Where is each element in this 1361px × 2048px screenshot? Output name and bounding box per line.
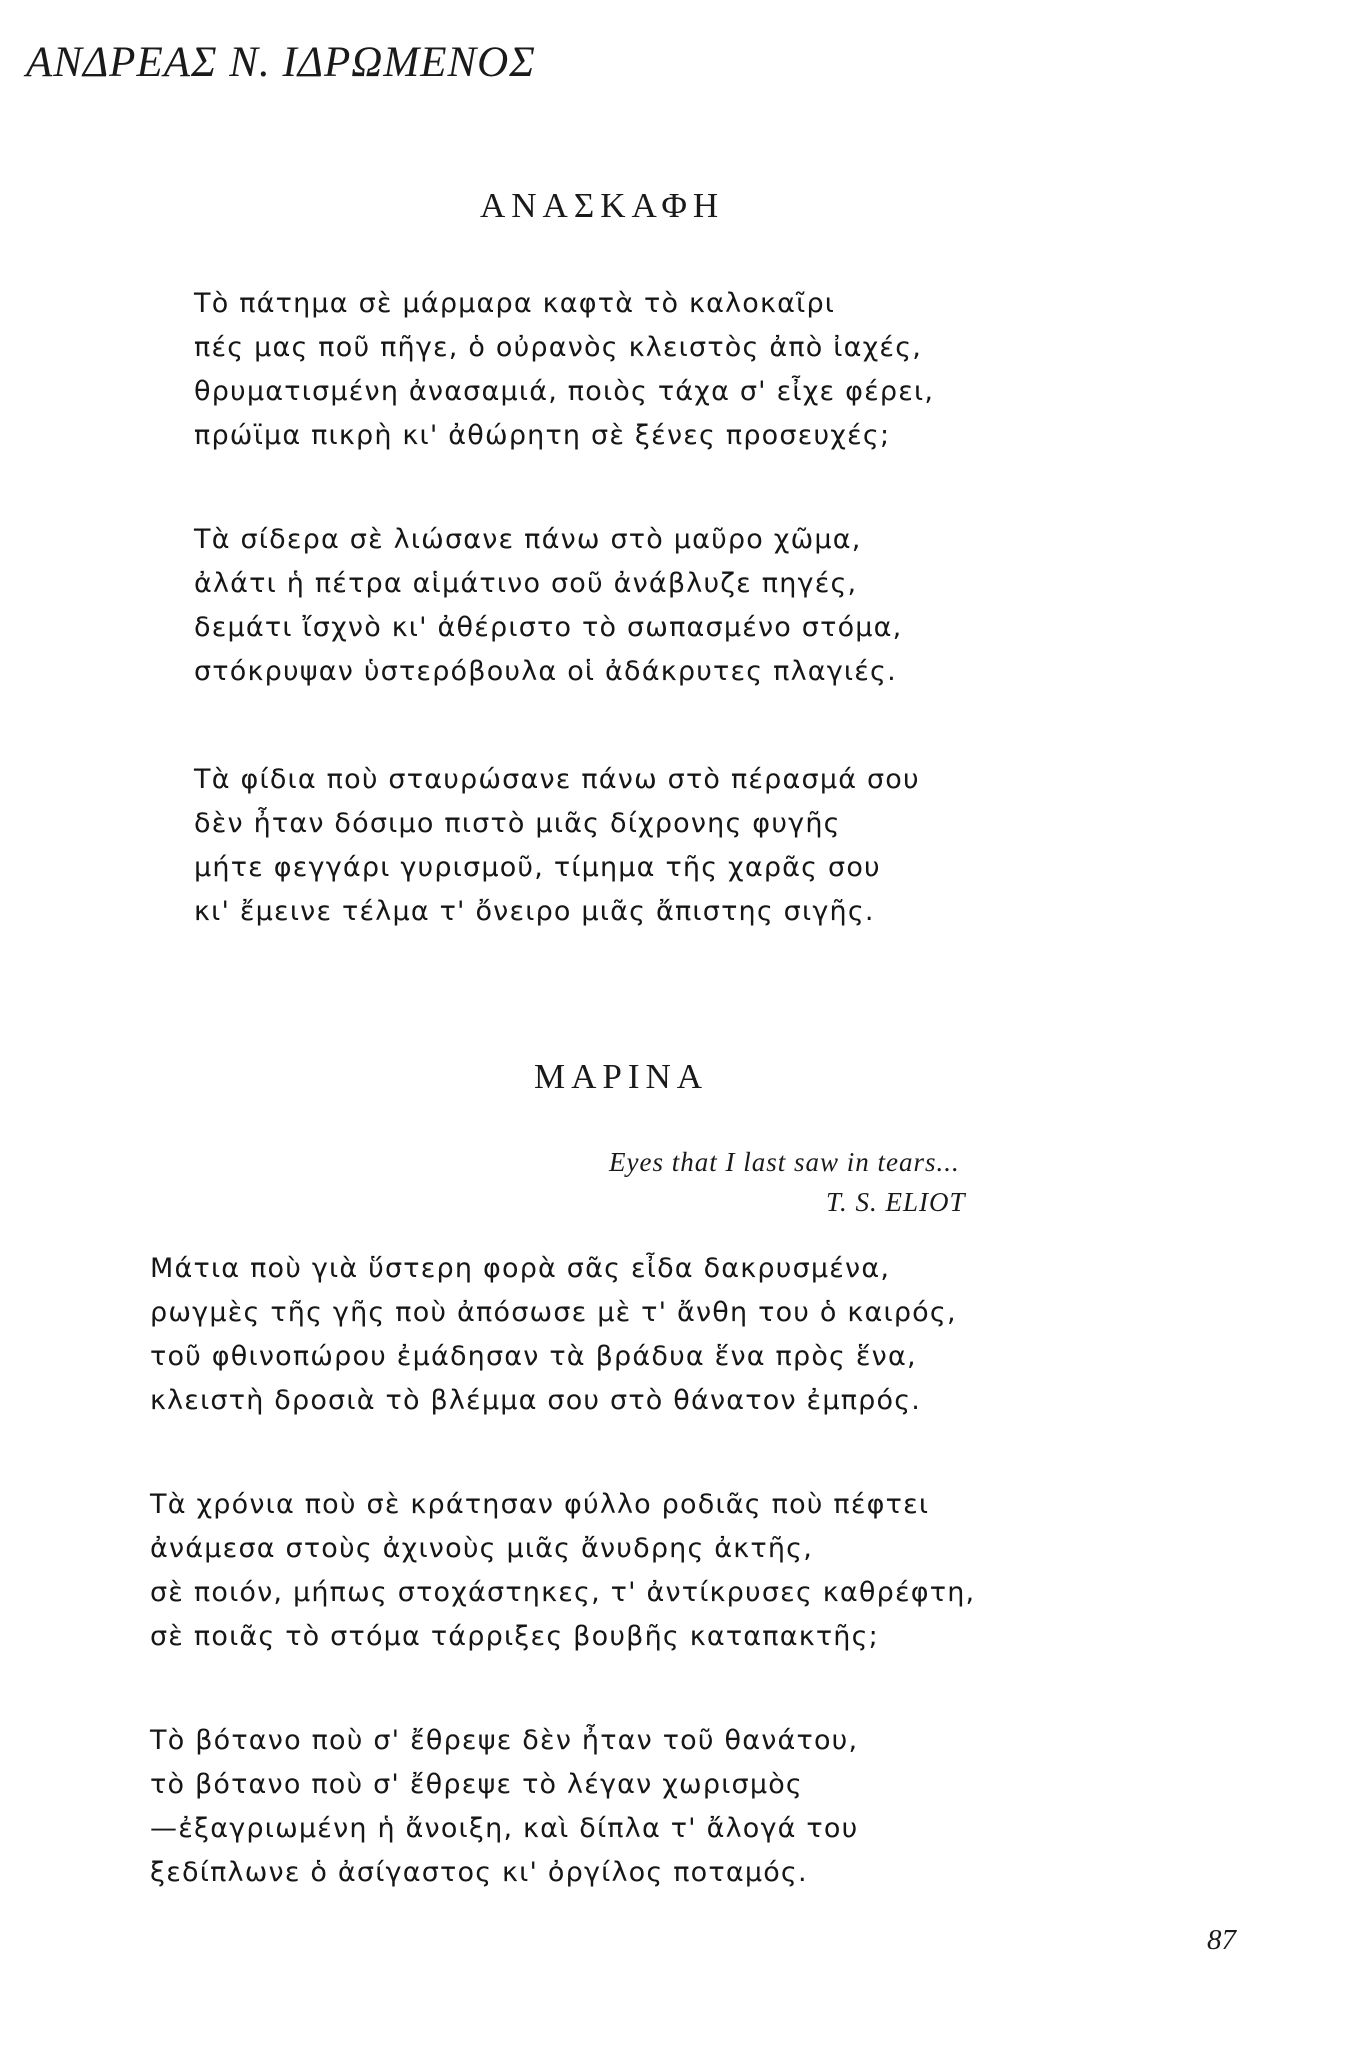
stanza <box>150 1247 957 1423</box>
verse-line: πές μας ποῦ πῆγε, ὁ οὐρανὸς κλειστὸς ἀπὸ ἰαχές, <box>194 332 923 363</box>
stanza <box>150 1719 858 1895</box>
verse-line: κλειστὴ δροσιὰ τὸ βλέμμα σου στὸ θάνατον ἐμπρός. <box>150 1385 922 1416</box>
verse-line: Μάτια ποὺ γιὰ ὕστερη φορὰ σᾶς εἶδα δακρυσμένα, <box>150 1253 891 1284</box>
verse-line: τοῦ φθινοπώρου ἐμάδησαν τὰ βράδυα ἕνα πρὸς ἕνα, <box>150 1341 917 1372</box>
verse-line: κι' ἔμεινε τέλμα τ' ὄνειρο μιᾶς ἄπιστης σιγῆς. <box>194 896 875 927</box>
epigraph-quote: Eyes that I last saw in tears... <box>609 1147 960 1177</box>
verse-line: ἀνάμεσα στοὺς ἀχινοὺς μιᾶς ἄνυδρης ἀκτῆς, <box>150 1533 814 1564</box>
page-number: 87 <box>1207 1924 1236 1956</box>
verse-line: θρυματισμένη ἀνασαμιά, ποιὸς τάχα σ' εἶχε φέρει, <box>194 376 935 407</box>
verse-line: Τὸ πάτημα σὲ μάρμαρα καφτὰ τὸ καλοκαῖρι <box>194 288 836 319</box>
verse-line: ρωγμὲς τῆς γῆς ποὺ ἀπόσωσε μὲ τ' ἄνθη του ὁ καιρός, <box>150 1297 957 1328</box>
verse-line: στόκρυψαν ὑστερόβουλα οἱ ἀδάκρυτες πλαγιές. <box>194 656 897 687</box>
verse-line: Τὰ σίδερα σὲ λιώσανε πάνω στὸ μαῦρο χῶμα, <box>194 524 862 555</box>
epigraph-author: T. S. ELIOT <box>826 1187 966 1217</box>
verse-line: δὲν ἦταν δόσιμο πιστὸ μιᾶς δίχρονης φυγῆς <box>194 808 841 839</box>
verse-line: μήτε φεγγάρι γυρισμοῦ, τίμημα τῆς χαρᾶς σου <box>194 852 881 883</box>
verse-line: Τὰ φίδια ποὺ σταυρώσανε πάνω στὸ πέρασμά σου <box>194 764 920 795</box>
verse-line: ξεδίπλωνε ὁ ἀσίγαστος κι' ὀργίλος ποταμός. <box>150 1857 808 1888</box>
verse-line: σὲ ποιᾶς τὸ στόμα τάρριξες βουβῆς καταπακτῆς; <box>150 1621 879 1652</box>
verse-line: —ἐξαγριωμένη ἡ ἄνοιξη, καὶ δίπλα τ' ἄλογά του <box>150 1813 859 1844</box>
poem-title: ΑΝΑΣΚΑΦΗ <box>480 186 725 225</box>
verse-line: ἀλάτι ἡ πέτρα αἱμάτινο σοῦ ἀνάβλυζε πηγές, <box>194 568 858 599</box>
verse-line: Τὸ βότανο ποὺ σ' ἔθρεψε δὲν ἦταν τοῦ θανάτου, <box>150 1725 859 1756</box>
verse-line: δεμάτι ἴσχνὸ κι' ἀθέριστο τὸ σωπασμένο στόμα, <box>194 612 903 643</box>
stanza <box>150 1483 975 1659</box>
verse-line: τὸ βότανο ποὺ σ' ἔθρεψε τὸ λέγαν χωρισμὸς <box>150 1769 803 1800</box>
verse-line: πρώϊμα πικρὴ κι' ἀθώρητη σὲ ξένες προσευχές; <box>194 420 891 451</box>
stanza <box>194 282 934 458</box>
verse-line: σὲ ποιόν, μήπως στοχάστηκες, τ' ἀντίκρυσες καθρέφτη, <box>150 1577 976 1608</box>
stanza <box>194 758 920 934</box>
author-heading: ΑΝΔΡΕΑΣ Ν. ΙΔΡΩΜΕΝΟΣ <box>26 39 536 86</box>
verse-line: Τὰ χρόνια ποὺ σὲ κράτησαν φύλλο ροδιᾶς ποὺ πέφτει <box>150 1489 930 1520</box>
poem-title: ΜΑΡΙΝΑ <box>534 1057 709 1096</box>
stanza <box>194 518 902 694</box>
